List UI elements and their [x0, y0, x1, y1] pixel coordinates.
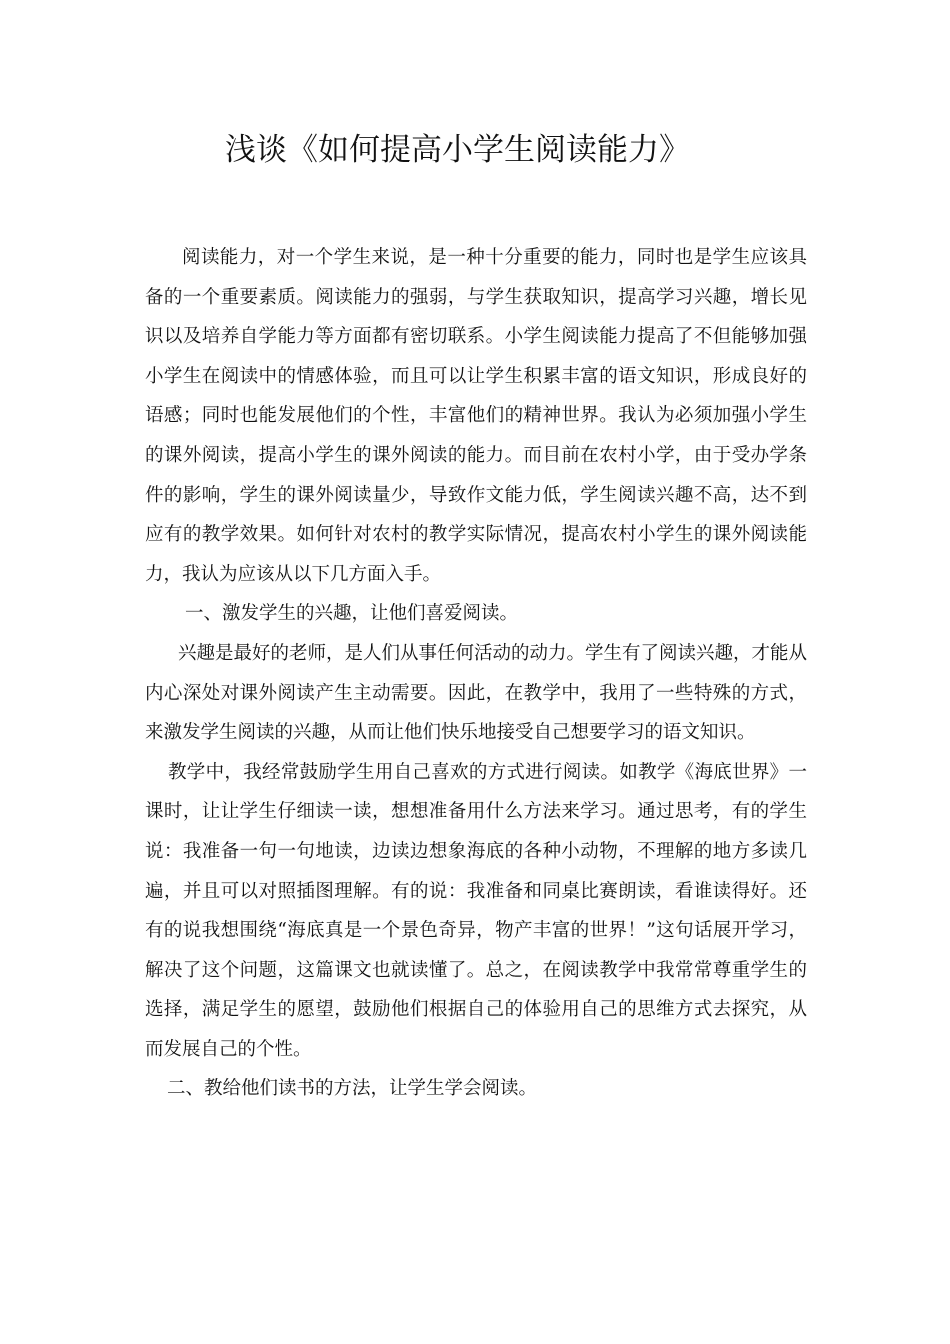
- section-heading-1: 一、激发学生的兴趣，让他们喜爱阅读。: [185, 603, 519, 625]
- document-body: [145, 238, 807, 1109]
- section-heading-2: 二、教给他们读书的方法，让学生学会阅读。: [167, 1078, 538, 1100]
- paragraph-interest: 兴趣是最好的老师，是人们从事任何活动的动力。学生有了阅读兴趣，才能从内心深处对课外阅读产生主动需要。因此，在教学中，我用了一些特殊的方式，来激发学生阅读的兴趣，从而让他们快乐地接受自己想要学习的语文知识。: [145, 642, 808, 744]
- paragraph-intro: 阅读能力，对一个学生来说，是一种十分重要的能力，同时也是学生应该具备的一个重要素质。阅读能力的强弱，与学生获取知识，提高学习兴趣，增长见识以及培养自学能力等方面都有密切联系。小学生阅读能力提高了不但能够加强小学生在阅读中的情感体验，而且可以让学生积累丰富的语文知识，形成良好的语感；同时也能发展他们的个性，丰富他们的精神世界。我认为必须加强小学生的课外阅读，提高小学生的课外阅读的能力。而目前在农村小学，由于受办学条件的影响，学生的课外阅读量少，导致作文能力低，学生阅读兴趣不高，达不到应有的教学效果。如何针对农村的教学实际情况，提高农村小学生的课外阅读能力，我认为应该从以下几方面入手。: [145, 247, 807, 585]
- document-title: 浅谈《如何提高小学生阅读能力》: [225, 132, 690, 168]
- paragraph-teaching-example: 教学中，我经常鼓励学生用自己喜欢的方式进行阅读。如教学《海底世界》一课时，让让学生仔细读一读，想想准备用什么方法来学习。通过思考，有的学生说：我准备一句一句地读，边读边想象海底的各种小动物，不理解的地方多读几遍，并且可以对照插图理解。有的说：我准备和同桌比赛朗读，看谁读得好。还有的说我想围绕“海底真是一个景色奇异，物产丰富的世界！”这句话展开学习，解决了这个问题，这篇课文也就读懂了。总之，在阅读教学中我常常尊重学生的选择，满足学生的愿望，鼓励他们根据自己的体验用自己的思维方式去探究，从而发展自己的个性。: [145, 761, 807, 1060]
